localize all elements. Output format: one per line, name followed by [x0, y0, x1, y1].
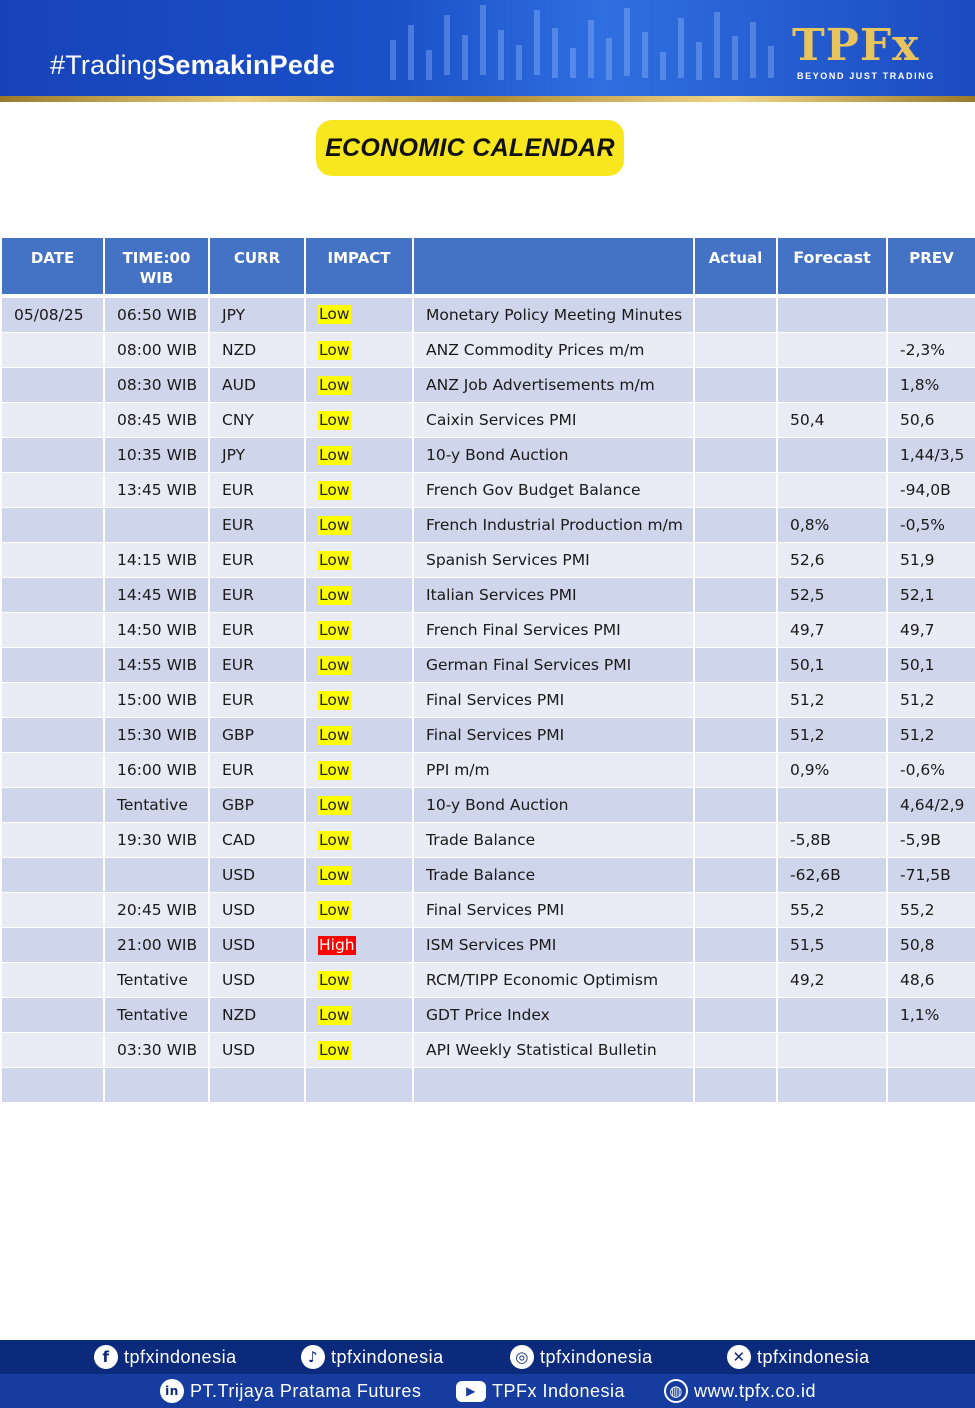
cell-time: 06:50 WIB [104, 298, 209, 333]
cell-event: Trade Balance [413, 823, 694, 858]
column-header-event [413, 239, 694, 294]
cell-forecast [777, 368, 887, 403]
cell-event: ANZ Job Advertisements m/m [413, 368, 694, 403]
cell-actual [694, 578, 777, 613]
cell-prev: 1,44/3,5 [887, 438, 975, 473]
cell-actual [694, 648, 777, 683]
cell-time: 14:55 WIB [104, 648, 209, 683]
cell-date [1, 963, 104, 998]
cell-impact [305, 298, 413, 333]
cell-prev: 50,6 [887, 403, 975, 438]
column-header-date: DATE [1, 239, 104, 294]
cell-prev: 48,6 [887, 963, 975, 998]
cell-event: Monetary Policy Meeting Minutes [413, 298, 694, 333]
cell-date [1, 578, 104, 613]
table-row [1, 1068, 975, 1103]
impact-badge: Low [319, 1040, 350, 1059]
footer-x[interactable] [727, 1340, 870, 1374]
tpfx-logo-tagline: BEYOND JUST TRADING [797, 71, 935, 81]
cell-actual [694, 683, 777, 718]
cell-currency: EUR [209, 683, 305, 718]
cell-event: 10-y Bond Auction [413, 788, 694, 823]
footer-instagram-label: tpfxindonesia [540, 1346, 653, 1367]
table-row [1, 718, 975, 753]
impact-badge: Low [319, 1005, 350, 1024]
cell-prev: 49,7 [887, 613, 975, 648]
cell-impact [305, 333, 413, 368]
cell-date [1, 858, 104, 893]
header-banner [0, 0, 975, 98]
cell-event: 10-y Bond Auction [413, 438, 694, 473]
cell-event: Final Services PMI [413, 893, 694, 928]
cell-forecast: -5,8B [777, 823, 887, 858]
footer-x-label: tpfxindonesia [757, 1346, 870, 1367]
table-row [1, 403, 975, 438]
cell-currency [209, 1068, 305, 1103]
table-row [1, 613, 975, 648]
footer-instagram[interactable] [510, 1340, 653, 1374]
cell-impact [305, 998, 413, 1033]
impact-badge: Low [319, 970, 350, 989]
cell-actual [694, 998, 777, 1033]
cell-prev: -0,5% [887, 508, 975, 543]
impact-badge: Low [319, 410, 350, 429]
cell-currency: AUD [209, 368, 305, 403]
table-row [1, 683, 975, 718]
impact-badge: Low [319, 760, 350, 779]
cell-impact [305, 473, 413, 508]
cell-actual [694, 753, 777, 788]
cell-forecast: 0,9% [777, 753, 887, 788]
cell-actual [694, 1033, 777, 1068]
cell-currency: USD [209, 928, 305, 963]
cell-forecast: 52,5 [777, 578, 887, 613]
cell-prev: -5,9B [887, 823, 975, 858]
cell-actual [694, 928, 777, 963]
cell-event: French Gov Budget Balance [413, 473, 694, 508]
cell-impact [305, 788, 413, 823]
cell-event: German Final Services PMI [413, 648, 694, 683]
economic-calendar-table [0, 238, 975, 1103]
cell-date [1, 998, 104, 1033]
cell-time: 14:45 WIB [104, 578, 209, 613]
cell-prev [887, 1033, 975, 1068]
cell-currency: USD [209, 1033, 305, 1068]
cell-actual [694, 508, 777, 543]
footer-tiktok-label: tpfxindonesia [331, 1346, 444, 1367]
cell-currency: EUR [209, 473, 305, 508]
cell-actual [694, 438, 777, 473]
cell-event: ISM Services PMI [413, 928, 694, 963]
cell-currency: JPY [209, 438, 305, 473]
column-header-time-label: TIME:00 WIB [122, 249, 191, 287]
impact-badge: Low [319, 690, 350, 709]
cell-time: 14:50 WIB [104, 613, 209, 648]
cell-actual [694, 473, 777, 508]
cell-date: 05/08/25 [1, 298, 104, 333]
cell-event: GDT Price Index [413, 998, 694, 1033]
cell-event: Final Services PMI [413, 718, 694, 753]
cell-time: 13:45 WIB [104, 473, 209, 508]
cell-date [1, 613, 104, 648]
cell-actual [694, 333, 777, 368]
cell-event [413, 1068, 694, 1103]
cell-prev: 4,64/2,9 [887, 788, 975, 823]
instagram-icon: ◎ [510, 1345, 534, 1369]
cell-currency: EUR [209, 543, 305, 578]
cell-actual [694, 893, 777, 928]
cell-date [1, 683, 104, 718]
hashtag-prefix: #Trading [50, 50, 158, 80]
cell-prev: -2,3% [887, 333, 975, 368]
cell-date [1, 648, 104, 683]
cell-time [104, 1068, 209, 1103]
cell-event: ANZ Commodity Prices m/m [413, 333, 694, 368]
column-header-forecast: Forecast [777, 239, 887, 294]
cell-forecast: 52,6 [777, 543, 887, 578]
cell-impact [305, 963, 413, 998]
cell-forecast: 0,8% [777, 508, 887, 543]
cell-forecast: 50,4 [777, 403, 887, 438]
impact-badge: Low [319, 725, 350, 744]
cell-actual [694, 298, 777, 333]
cell-prev [887, 1068, 975, 1103]
cell-time: 10:35 WIB [104, 438, 209, 473]
cell-time: Tentative [104, 788, 209, 823]
cell-prev: 50,8 [887, 928, 975, 963]
cell-actual [694, 823, 777, 858]
table-row [1, 298, 975, 333]
cell-impact [305, 543, 413, 578]
cell-date [1, 718, 104, 753]
column-header-actual: Actual [694, 239, 777, 294]
cell-forecast: 51,5 [777, 928, 887, 963]
cell-actual [694, 368, 777, 403]
cell-impact [305, 823, 413, 858]
cell-forecast: 51,2 [777, 683, 887, 718]
footer-linkedin[interactable] [160, 1374, 421, 1408]
cell-prev: -71,5B [887, 858, 975, 893]
table-row [1, 543, 975, 578]
table-row [1, 788, 975, 823]
cell-time: Tentative [104, 963, 209, 998]
cell-impact [305, 1068, 413, 1103]
cell-forecast: 55,2 [777, 893, 887, 928]
cell-prev: 51,2 [887, 718, 975, 753]
cell-date [1, 1068, 104, 1103]
cell-currency: NZD [209, 333, 305, 368]
impact-badge: Low [319, 480, 350, 499]
cell-actual [694, 1068, 777, 1103]
cell-time: 08:45 WIB [104, 403, 209, 438]
impact-badge: Low [319, 830, 350, 849]
cell-currency: EUR [209, 648, 305, 683]
impact-badge: Low [319, 515, 350, 534]
impact-badge: Low [319, 550, 350, 569]
cell-forecast [777, 473, 887, 508]
cell-actual [694, 543, 777, 578]
tpfx-logo: TPFx [792, 20, 920, 71]
cell-time: 03:30 WIB [104, 1033, 209, 1068]
cell-date [1, 893, 104, 928]
impact-badge: Low [319, 900, 350, 919]
cell-event: API Weekly Statistical Bulletin [413, 1033, 694, 1068]
cell-event: French Industrial Production m/m [413, 508, 694, 543]
hashtag-slogan [50, 50, 335, 81]
cell-prev: 51,2 [887, 683, 975, 718]
page-title: ECONOMIC CALENDAR [316, 120, 624, 176]
cell-forecast [777, 1033, 887, 1068]
cell-currency: USD [209, 963, 305, 998]
impact-badge: Low [319, 375, 350, 394]
cell-currency: USD [209, 858, 305, 893]
cell-impact [305, 403, 413, 438]
cell-impact [305, 1033, 413, 1068]
cell-actual [694, 788, 777, 823]
cell-impact [305, 893, 413, 928]
cell-event: French Final Services PMI [413, 613, 694, 648]
cell-time: 08:00 WIB [104, 333, 209, 368]
cell-actual [694, 613, 777, 648]
footer-website[interactable] [664, 1374, 816, 1408]
impact-badge: Low [319, 620, 350, 639]
table-row [1, 928, 975, 963]
cell-event: Caixin Services PMI [413, 403, 694, 438]
footer-facebook[interactable] [94, 1340, 237, 1374]
table-row [1, 1033, 975, 1068]
cell-prev: -94,0B [887, 473, 975, 508]
cell-time: 21:00 WIB [104, 928, 209, 963]
cell-time: 08:30 WIB [104, 368, 209, 403]
cell-currency: GBP [209, 718, 305, 753]
cell-impact [305, 858, 413, 893]
cell-event: Spanish Services PMI [413, 543, 694, 578]
cell-currency: GBP [209, 788, 305, 823]
cell-prev: 55,2 [887, 893, 975, 928]
cell-forecast: 50,1 [777, 648, 887, 683]
table-row [1, 648, 975, 683]
cell-prev: 50,1 [887, 648, 975, 683]
cell-time: Tentative [104, 998, 209, 1033]
cell-currency: NZD [209, 998, 305, 1033]
cell-currency: EUR [209, 508, 305, 543]
hashtag-bold: SemakinPede [157, 50, 335, 80]
table-row [1, 578, 975, 613]
cell-forecast [777, 788, 887, 823]
impact-badge: Low [319, 585, 350, 604]
cell-date [1, 368, 104, 403]
cell-date [1, 403, 104, 438]
cell-actual [694, 403, 777, 438]
cell-date [1, 928, 104, 963]
impact-badge: High [319, 935, 355, 954]
impact-badge: Low [319, 445, 350, 464]
footer-website-label: www.tpfx.co.id [694, 1380, 817, 1401]
cell-prev: 1,1% [887, 998, 975, 1033]
cell-impact [305, 648, 413, 683]
impact-badge: Low [319, 865, 350, 884]
column-header-impact: IMPACT [305, 239, 413, 294]
cell-impact [305, 718, 413, 753]
cell-currency: JPY [209, 298, 305, 333]
cell-currency: EUR [209, 613, 305, 648]
cell-actual [694, 963, 777, 998]
cell-forecast [777, 333, 887, 368]
cell-forecast: -62,6B [777, 858, 887, 893]
cell-forecast: 49,2 [777, 963, 887, 998]
table-row [1, 963, 975, 998]
cell-impact [305, 753, 413, 788]
cell-forecast [777, 998, 887, 1033]
cell-forecast: 49,7 [777, 613, 887, 648]
table-row [1, 823, 975, 858]
linkedin-icon: in [160, 1379, 184, 1403]
cell-time: 14:15 WIB [104, 543, 209, 578]
cell-time: 20:45 WIB [104, 893, 209, 928]
cell-impact [305, 613, 413, 648]
cell-event: Italian Services PMI [413, 578, 694, 613]
column-header-prev: PREV [887, 239, 975, 294]
cell-impact [305, 438, 413, 473]
table-row [1, 893, 975, 928]
cell-event: PPI m/m [413, 753, 694, 788]
cell-actual [694, 718, 777, 753]
cell-prev [887, 298, 975, 333]
cell-time [104, 508, 209, 543]
cell-time: 15:30 WIB [104, 718, 209, 753]
footer-youtube[interactable] [456, 1374, 625, 1408]
cell-date [1, 823, 104, 858]
cell-date [1, 333, 104, 368]
impact-badge: Low [319, 795, 350, 814]
cell-prev: 51,9 [887, 543, 975, 578]
cell-date [1, 543, 104, 578]
cell-prev: -0,6% [887, 753, 975, 788]
cell-impact [305, 928, 413, 963]
cell-date [1, 473, 104, 508]
cell-date [1, 753, 104, 788]
cell-actual [694, 858, 777, 893]
calendar-body [1, 298, 975, 1103]
cell-prev: 1,8% [887, 368, 975, 403]
cell-time [104, 858, 209, 893]
cell-currency: EUR [209, 578, 305, 613]
footer-social-row [0, 1340, 975, 1374]
table-row [1, 508, 975, 543]
cell-currency: CAD [209, 823, 305, 858]
cell-event: Trade Balance [413, 858, 694, 893]
cell-time: 16:00 WIB [104, 753, 209, 788]
cell-prev: 52,1 [887, 578, 975, 613]
table-row [1, 438, 975, 473]
table-row [1, 858, 975, 893]
cell-forecast [777, 1068, 887, 1103]
cell-forecast [777, 298, 887, 333]
table-row [1, 753, 975, 788]
cell-currency: CNY [209, 403, 305, 438]
x-icon: ✕ [727, 1345, 751, 1369]
table-row [1, 333, 975, 368]
table-header-row [1, 239, 975, 294]
cell-impact [305, 368, 413, 403]
footer-tiktok[interactable] [301, 1340, 444, 1374]
globe-icon: ◍ [664, 1379, 688, 1403]
cell-date [1, 508, 104, 543]
impact-badge: Low [319, 305, 350, 324]
cell-date [1, 1033, 104, 1068]
cell-impact [305, 508, 413, 543]
facebook-icon: f [94, 1345, 118, 1369]
cell-currency: USD [209, 893, 305, 928]
gold-divider [0, 96, 975, 102]
column-header-time [104, 239, 209, 294]
footer-contact-row [0, 1374, 975, 1408]
tiktok-icon: ♪ [301, 1345, 325, 1369]
cell-currency: EUR [209, 753, 305, 788]
youtube-icon: ▶ [456, 1381, 486, 1402]
cell-event: Final Services PMI [413, 683, 694, 718]
cell-time: 15:00 WIB [104, 683, 209, 718]
cell-time: 19:30 WIB [104, 823, 209, 858]
column-header-currency: CURR [209, 239, 305, 294]
cell-event: RCM/TIPP Economic Optimism [413, 963, 694, 998]
impact-badge: Low [319, 655, 350, 674]
table-row [1, 368, 975, 403]
cell-date [1, 438, 104, 473]
impact-badge: Low [319, 340, 350, 359]
cell-impact [305, 578, 413, 613]
candlestick-decoration-icon [380, 0, 800, 98]
cell-forecast: 51,2 [777, 718, 887, 753]
table-row [1, 473, 975, 508]
footer-youtube-label: TPFx Indonesia [492, 1380, 626, 1401]
cell-forecast [777, 438, 887, 473]
cell-impact [305, 683, 413, 718]
footer-linkedin-label: PT.Trijaya Pratama Futures [190, 1380, 422, 1401]
footer-facebook-label: tpfxindonesia [124, 1346, 237, 1367]
table-row [1, 998, 975, 1033]
cell-date [1, 788, 104, 823]
